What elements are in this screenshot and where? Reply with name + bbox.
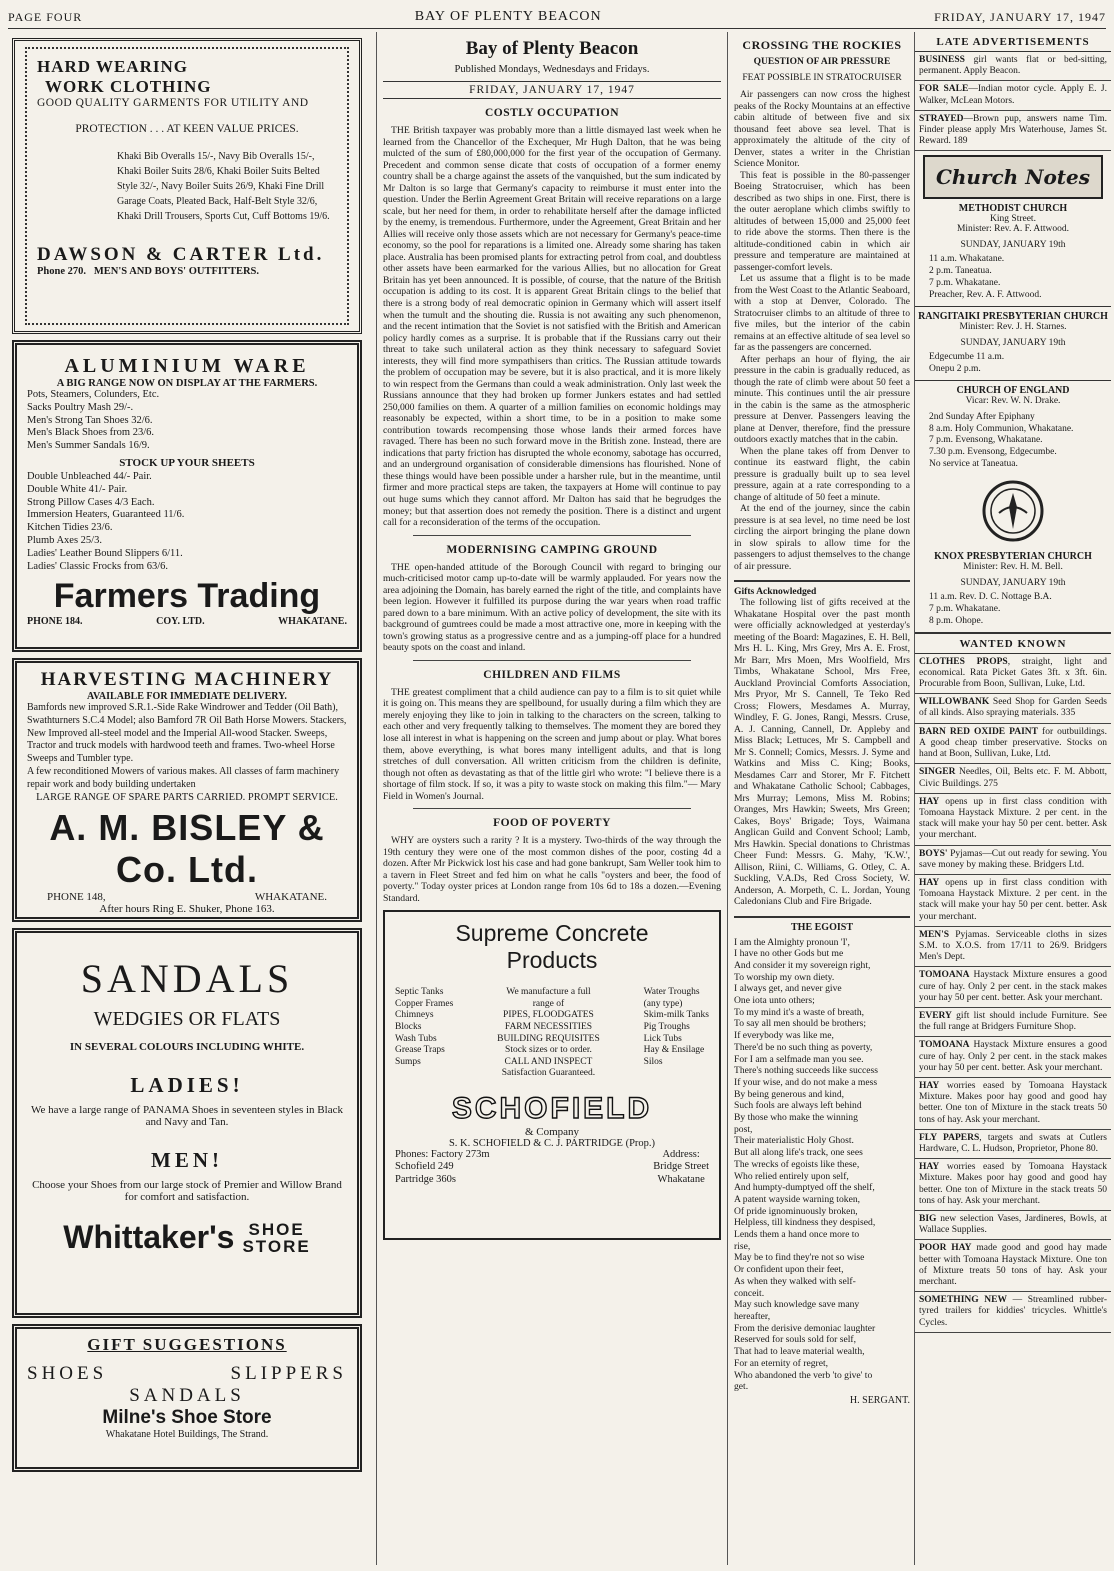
classified-keyword: WILLOWBANK <box>919 697 990 708</box>
late-ads-heading: LATE ADVERTISEMENTS <box>915 32 1111 52</box>
classified-ad <box>915 1240 1111 1292</box>
product-item: FARM NECESSITIES <box>504 1021 593 1032</box>
presbyterian-emblem-icon <box>981 479 1045 543</box>
poem-line: May such knowledge save many <box>734 1299 860 1311</box>
product-item: Satisfaction Guaranteed. <box>501 1068 596 1079</box>
poem-line: There'd be no such thing as poverty, <box>734 1041 873 1053</box>
ad-item: Double White 41/- Pair. <box>27 483 128 495</box>
product-item: Chimneys <box>395 1010 434 1021</box>
ad-item: Ladies' Classic Frocks from 63/6. <box>27 560 168 572</box>
poem-line: conceit. <box>734 1287 765 1299</box>
dawson-carter-ad <box>12 38 362 334</box>
poem-line: There's nothing succeeds like success <box>734 1065 878 1077</box>
poem-line: get. <box>734 1381 749 1393</box>
classified-keyword: BUSINESS <box>919 55 965 65</box>
service-item: Edgecumbe 11 a.m. <box>929 351 1005 362</box>
firm-phone: Phone 270. <box>37 266 87 277</box>
classified-text: , targets and swats at Cutlers Hardware, C. L. Hudson, Proprietor, Phone 80. <box>919 1132 1107 1154</box>
classified-keyword: HAY <box>919 1080 940 1091</box>
article-paragraph: Let us assume that a flight is to be made from the West Coast to the Atlantic Seaboard, with a stop at Denver, Colorado. The Stratocruiser climbs to an altitude of three to five miles, but the interior of the cabin remains at an effective altitude of sea level so far as the passengers are concerned. <box>734 273 910 353</box>
classified-text: girl wants flat or bed-sitting, permanent. Apply Beacon. <box>919 55 1107 77</box>
church-name: RANGITAIKI PRESBYTERIAN CHURCH <box>918 310 1108 322</box>
ad-subhead-2: PROTECTION . . . AT KEEN VALUE PRICES. <box>75 123 299 135</box>
classified-keyword: HAY <box>919 796 940 807</box>
ad-headline-2: Products <box>506 946 598 973</box>
classified-keyword: HAY <box>919 1162 940 1173</box>
ad-headline: ALUMINIUM WARE <box>64 355 310 377</box>
service-item: 2nd Sunday After Epiphany <box>929 411 1035 422</box>
wanted-heading: WANTED KNOWN <box>915 632 1111 654</box>
article-headline: FOOD OF POVERTY <box>493 817 611 830</box>
church-vicar: Vicar: Rev. W. N. Drake. <box>965 395 1061 406</box>
classified-keyword: CLOTHES PROPS <box>919 656 1008 667</box>
poem-line: But all along life's track, one sees <box>734 1147 863 1159</box>
church-emblem <box>915 479 1111 543</box>
classified-keyword: BOYS' <box>919 848 948 859</box>
service-item: 7.30 p.m. Evensong, Edgecumbe. <box>929 447 1057 458</box>
classified-ad <box>915 81 1111 110</box>
address-line: Whakatane <box>657 1174 705 1186</box>
article-body: WHY are oysters such a rarity ? It is a mystery. Two-thirds of the way through the 19th century they were one of the most common dishes of the poor, costing 4d a dozen. After Mr Pickwick lost his case and had gone bankrupt, Sam Weller took him to a tavern in Fleet Street and fed him on what he calls "oysters and beer, the food of poverty." Today oyster prices at London range from 10s 6d to 18s a dozen.—Evening Standard. <box>383 835 721 904</box>
firm-name: A. M. BISLEY & Co. Ltd. <box>49 806 325 890</box>
ad-headline: HARD WEARING <box>37 57 189 76</box>
article-body: THE greatest compliment that a child audience can pay to a film is to sit quiet while it is going on. This means they are spellbound, for usually during a film which they are merely enjoying they like to join in talking to the characters on the screen, talking to each other and very frequently talking to themselves. The moment they are bored they lose all interest in what is happening on the screen and jump about or play. What bores them, above everything, is what bores many intelligent adults, and that is long stretches of dull conversation. All written criticism from the children is definite, though not often as devastating as that of the little girl who wrote: "I believe there is a shortage of film stock. If so, it was a pity to waste stock on making this film."— Mary Field in Women's Journal. <box>383 686 721 802</box>
classified-ad <box>915 1211 1111 1240</box>
firm-name: SCHOFIELD <box>451 1091 653 1125</box>
church-date: SUNDAY, JANUARY 19th <box>960 337 1066 348</box>
ad-item: Men's Black Shoes from 23/6. <box>27 427 155 439</box>
ad-headline: Supreme Concrete <box>455 920 649 947</box>
article-paragraph: Air passengers can now cross the highest peaks of the Rocky Mountains at an effective cabin altitude of between five and six thousand feet above sea level. That is approximately the altitude of the city of Denver, states a writer in the Christian Science Monitor. <box>734 89 910 169</box>
masthead <box>8 6 1106 29</box>
firm-coy: COY. LTD. <box>156 616 205 628</box>
classified-ad <box>915 927 1111 968</box>
church-street: King Street. <box>990 214 1036 225</box>
classified-ad <box>915 111 1111 152</box>
classified-keyword: SINGER <box>919 767 956 778</box>
firm-phones <box>395 1149 490 1187</box>
ad-subhead: WEDGIES OR FLATS <box>93 1008 281 1030</box>
classified-text: new selection Vases, Jardineres, Bowls, at Wallace Supplies. <box>919 1214 1107 1236</box>
classified-ad <box>915 52 1111 81</box>
classified-ad <box>915 1008 1111 1037</box>
poem-line: One iota unto others; <box>734 995 815 1007</box>
editorial-column <box>376 32 728 1565</box>
church-minister: Minister: Rev. J. H. Starnes. <box>959 321 1067 332</box>
product-item: We manufacture a full <box>506 987 591 998</box>
article-paragraph: After perhaps an hour of flying, the air pressure in the cabin is gradually reduced, as though the rate of climb were about 50 feet a minute. This continues until the air pressure in the cabin is the same as the atmospheric pressure at Denver. Passengers leaving the plane at Denver, therefore, find the pressure outdoors exactly matches that in the cabin. <box>734 353 910 445</box>
church-minister: Minister: Rev. A. F. Attwood. <box>956 224 1070 235</box>
product-item: Hay & Ensilage <box>643 1045 705 1056</box>
ladies-heading: LADIES! <box>130 1073 244 1097</box>
service-item: 7 p.m. Whakatane. <box>929 278 1001 289</box>
poem-line: hereafter, <box>734 1311 771 1322</box>
church-notes-banner: Church Notes <box>923 155 1103 199</box>
poem-line: Who relied entirely upon self, <box>734 1170 849 1182</box>
schofield-ad <box>383 910 721 1240</box>
phone-line: Phones: Factory 273m <box>395 1148 490 1160</box>
poem-line: To say all men should be brothers; <box>734 1018 867 1030</box>
product-item: Stock sizes or to order. <box>505 1045 592 1056</box>
service-item: 8 p.m. Ohope. <box>929 615 984 626</box>
classified-keyword: STRAYED <box>919 113 964 124</box>
classified-keyword: EVERY <box>919 1010 952 1021</box>
editorial-date: FRIDAY, JANUARY 17, 1947 <box>383 81 721 99</box>
divider <box>734 916 910 918</box>
men-heading: MEN! <box>151 1148 223 1172</box>
article-paragraph: When the plane takes off from Denver to continue its eastward flight, the cabin pressure is gradually built up to sea level pressure, again at a rate corresponding to a change of altitude of 50 feet a minute. <box>734 445 910 503</box>
poem-line: I always get, and never give <box>734 983 842 995</box>
product-item: BUILDING REQUISITES <box>497 1033 600 1044</box>
shoe-word: SHOE <box>248 1219 305 1239</box>
article-body: THE British taxpayer was probably more than a little dismayed last week when he learned from the Chancellor of the Exchequer, Mr Hugh Dalton, that he was being mulcted of the sum of £80,000,000 for the first year of the occupation of Germany. Precedent and common sense dicate that costs of occupation of a former enemy country shall be a charge against the assets of the vanquished, but the sum indicated by Mr Dalton is so large that Germany's capacity to reimburse it must enter into the question. Under the Berlin Agreement Great Britain will receive reparations on a large scale, but her need for them, in order to rehabilitate herself after the damage inflicted by the enemy, is tremendous. Furthermore, under the Agreement, Great Britain and her Allies will receive only those assets which are not necessary for Germany's peace-time economy, so the pool for reparations is a limited one. Already some sharing has taken place. Australia has been promised plants for extracting petrol from coal, and doubtless other assets have been earmarked for the various Allies, but no allocation for Great Britain has yet been announced. It is possible, of course, that the nature of the British occupation is adding to its cost. It is apparent Great Britain clings to the belief that there is a strong body of real democratic opinion in Germany which will assert itself when the tumult and the shouting die. Russia is not awaiting any such phenomenon, and the recent intimation that the Soviet is not satisfied with the British and American policy hardly comes as a surprise. It is probable that if the Russians carry out their threat to take such unilateral action as they think necessary to safeguard Soviet interests, they will find more sympathisers than critics. The Russian attitude towards the problem of occupation may be severe, but it is also practical, and it is more likely to win respect from the Germans than could a weak administration. Only last week the Russians announce that they had broken up former Junkers estates and had settled 250,000 families on them. A quarter of a million families on economic holdings may reasonably be expected, within a short time, to be in a position to make some contribution towards recompensing those whose lands their armed forces have ravaged. There has been no such forward move in the British zone. Instead, there are indications that party friction has disrupted the whole economy, sabotage has occurred, and an underground organisation of considerable dimensions has flourished. None of these things would have been possible under a harsher rule, but in the meantime, until firmer and more practical steps are taken, the taxpayers at Home will continue to pay out huge sums which they cannot afford. Mr Dalton has said that he begrudges the money; but that assertion does not remedy the position. There is a distinct and urgent call for a reconsideration of the terms of the occupation. <box>383 125 721 529</box>
classified-keyword: MEN'S <box>919 929 950 940</box>
poem-line: That had to leave material wealth, <box>734 1346 865 1358</box>
classified-keyword: HAY <box>919 877 940 888</box>
product-item: Skim-milk Tanks <box>643 1010 709 1021</box>
divider <box>413 808 691 809</box>
after-hours: After hours Ring E. Shuker, Phone 163. <box>99 902 275 915</box>
classified-ad <box>915 724 1111 765</box>
ad-body: Bamfords new improved S.R.1.-Side Rake Windrower and Tedder (Oil Bath), Swathturners S.C.4 Model; also Bamford 7R Oil Bath Horse Mowers. Stackers, New Improved all-steel model and the Imperial All-wood Stacker. Sweeps, Tractor and truck models with hardwood teeth and frames. Two-wheel Horse Sweeps and Tumbler type. <box>27 702 347 765</box>
poem-line: I am the Almighty pronoun 'I', <box>734 936 850 948</box>
classifieds-column <box>914 32 1111 1565</box>
classified-keyword: TOMOANA <box>919 1040 970 1051</box>
poem-line: Lends them a hand once more to <box>734 1229 860 1241</box>
church-name: METHODIST CHURCH <box>958 203 1068 215</box>
service-item: 8 a.m. Holy Communion, Whakatane. <box>929 423 1074 434</box>
service-item: 11 a.m. Whakatane. <box>929 254 1005 265</box>
poem-line: And consider it my sovereign right, <box>734 959 871 971</box>
ad-subhead: AVAILABLE FOR IMMEDIATE DELIVERY. <box>87 691 287 702</box>
classified-text: made good and good hay made better with Tomoana Haystack Mixture. One ton of Mixture treats 50 tons of hay. Ask your merchant. <box>919 1243 1108 1288</box>
product-item: CALL AND INSPECT <box>504 1056 593 1067</box>
firm-address: Whakatane Hotel Buildings, The Strand. <box>105 1429 269 1440</box>
product-item: Water Troughs <box>643 987 700 998</box>
product-item: Grease Traps <box>395 1045 445 1056</box>
poem-line: post, <box>734 1123 753 1135</box>
classified-ad <box>915 1130 1111 1159</box>
article-paragraph: At the end of the journey, since the cabin pressure is at sea level, no time need be lost circling the airport bringing the plane down in slow spirals to allow time for the passengers to adjust themselves to the change of air pressure. <box>734 503 910 572</box>
classified-ad <box>915 846 1111 875</box>
classified-text: for outbuildings. A good cheap timber preservative. Stocks on hand at Boon, Sullivan, Luke, Ltd. <box>919 726 1107 760</box>
poem-line: And humpty-dumptyed off the shelf, <box>734 1182 875 1194</box>
firm-company: & Company <box>524 1125 580 1138</box>
classified-ad <box>915 967 1111 1008</box>
classified-text: opens up in first class condition with Tomoana Haystack Mixture. 2 per cent. in the stack will make your hay 50 per cent. better. Ask your merchant. <box>919 877 1107 922</box>
ad-item: Double Unbleached 44/- Pair. <box>27 470 152 482</box>
ad-headline: SANDALS <box>80 956 294 1001</box>
shoes-word: SHOES <box>27 1363 108 1384</box>
poem-line: For I am a selfmade man you see. <box>734 1053 864 1065</box>
classified-keyword: BIG <box>919 1214 937 1224</box>
slippers-word: SLIPPERS <box>230 1363 347 1384</box>
service-list <box>915 254 1111 302</box>
late-ads-list <box>915 52 1111 151</box>
firm-town: WHAKATANE. <box>278 616 347 628</box>
firm-tagline: MEN'S AND BOYS' OUTFITTERS. <box>93 266 260 277</box>
ad-colours: IN SEVERAL COLOURS INCLUDING WHITE. <box>69 1041 305 1053</box>
farmers-trading-ad <box>12 340 362 652</box>
product-item: Pig Troughs <box>643 1021 690 1032</box>
classified-ad <box>915 694 1111 723</box>
firm-name: Whittaker's <box>63 1219 235 1255</box>
article-headline: MODERNISING CAMPING GROUND <box>446 543 658 556</box>
article-body: THE open-handed attitude of the Borough Council with regard to bringing our much-criticised motor camp up-to-date will be warmly applauded. For years now the area adjoining the Domain, has barely earned the right of the title, and complaints have been legion. However it fulfilled its purpose during the war years when road traffic pared down to a bare minimum. With an active policy of development, the site with its background of gumtrees could be made a most attractive one, more in keeping with the town's growing status as a progressive centre and as a jumping-off place for a hundred beauty spots on the coast and inland. <box>383 561 721 654</box>
ad-item: Pots, Steamers, Colunders, Etc. <box>27 389 160 400</box>
poem-line: Of pride ignominuously broken, <box>734 1205 858 1217</box>
product-item: Silos <box>643 1056 663 1067</box>
classified-ad <box>915 1159 1111 1211</box>
classified-text: —Brown pup, answers name Tim. Finder please apply Mrs Waterhouse, James St. Reward. 189 <box>919 113 1107 147</box>
service-list <box>915 412 1111 471</box>
divider <box>915 306 1111 307</box>
poem-line: May be to find they're not so wise <box>734 1252 865 1264</box>
article-subhead-2: FEAT POSSIBLE IN STRATOCRUISER <box>742 73 902 83</box>
classified-ad <box>915 1292 1111 1333</box>
service-item: No service at Taneatua. <box>929 459 1018 470</box>
firm-name: Milne's Shoe Store <box>102 1407 272 1428</box>
divider <box>915 380 1111 381</box>
classified-text: Haystack Mixture ensures a good cure of hay. Only 2 per cent. in the stack makes your hay 50 per cent. better. Ask your merchant. <box>919 970 1107 1003</box>
phone-line: Partridge 360s <box>395 1174 456 1186</box>
masthead-title: BAY OF PLENTY BEACON <box>414 9 602 24</box>
poem-title: THE EGOIST <box>791 921 853 933</box>
publication-note: Published Mondays, Wednesdays and Fridays. <box>454 64 650 75</box>
address-line: Bridge Street <box>653 1161 709 1173</box>
product-item: PIPES, FLOODGATES <box>503 1010 594 1021</box>
article-subhead: QUESTION OF AIR PRESSURE <box>753 57 891 67</box>
service-item: 2 p.m. Taneatua. <box>929 266 992 277</box>
ad-headline: GIFT SUGGESTIONS <box>87 1335 287 1354</box>
classified-text: Pyjamas. Serviceable cloths in sizes S.M. to X.O.S. from 17/11 to 26/9. Bridgers Men's Dept. <box>919 929 1107 963</box>
divider <box>413 535 691 536</box>
ad-items: Khaki Bib Overalls 15/-, Navy Bib Overalls 15/-, Khaki Boiler Suits 28/6, Khaki Boiler Suits Belted Style 32/-, Navy Boiler Suits 26/9, Khaki Fine Drill Garage Coats, Pleated Back, Half-Belt Style 32/6, Khaki Drill Trousers, Sports Cut, Cuff Bottoms 19/6. <box>117 151 330 222</box>
product-list-left <box>395 987 453 1080</box>
article-headline: COSTLY OCCUPATION <box>484 107 620 119</box>
product-item: range of <box>532 998 565 1009</box>
product-item: Copper Frames <box>395 998 454 1009</box>
firm-name: DAWSON & CARTER Ltd. <box>37 244 325 265</box>
milne-ad <box>12 1324 362 1472</box>
classified-text: worries eased by Tomoana Haystack Mixture. Makes poor hay good and good hay better. One ton of Mixture in the stack treats 50 tons of hay. Ask your merchant. <box>919 1080 1107 1125</box>
phone-line: Schofield 249 <box>395 1161 454 1173</box>
masthead-date: FRIDAY, JANUARY 17, 1947 <box>934 9 1106 24</box>
poem-line: From the derisive demoniac laughter <box>734 1322 876 1334</box>
news-column <box>734 32 910 1565</box>
article-headline: CROSSING THE ROCKIES <box>742 38 902 52</box>
ad-item: Strong Pillow Cases 4/3 Each. <box>27 496 155 508</box>
ad-item: Ladies' Leather Bound Slippers 6/11. <box>27 547 183 559</box>
firm-name: Farmers Trading <box>53 577 321 616</box>
classified-text: Haystack Mixture ensures a good cure of hay. Only 2 per cent. in the stack makes your hay 50 per cent. better. Ask your merchant. <box>919 1040 1107 1073</box>
bisley-ad <box>12 658 362 922</box>
classified-keyword: TOMOANA <box>919 970 970 981</box>
firm-phone: PHONE 184. <box>27 616 83 628</box>
page-number: PAGE FOUR <box>8 9 83 24</box>
product-item: (any type) <box>643 998 683 1009</box>
product-item: Blocks <box>395 1021 422 1032</box>
product-item: Sumps <box>395 1056 421 1067</box>
classified-ad <box>915 654 1111 695</box>
product-item: Lick Tubs <box>643 1033 682 1044</box>
poem-line: A patent wayside warning token, <box>734 1193 861 1205</box>
poem-line: By being generous and kind, <box>734 1088 845 1100</box>
classified-keyword: BARN RED OXIDE PAINT <box>919 726 1039 737</box>
service-list <box>915 352 1111 376</box>
divider <box>734 580 910 582</box>
service-item: 7 p.m. Evensong, Whakatane. <box>929 435 1043 446</box>
poem-line: Who abandoned the verb 'to give' to <box>734 1369 873 1381</box>
classified-ad <box>915 1037 1111 1078</box>
classified-ad <box>915 794 1111 846</box>
classified-ad <box>915 875 1111 927</box>
article-paragraph: This feat is possible in the 80-passenger Boeing Stratocruiser, which has been described as two ships in one. First, there is the outer aeroplane which climbs swiftly to altitudes of between 15,000 and 25,000 feet to ride above the storms. Then there is the altitude-conditioned cabin in which air pressure and temperature are maintained at passenger-comfort levels. <box>734 169 910 273</box>
poem-line: If everybody was like me, <box>734 1030 834 1042</box>
classified-ad <box>915 764 1111 793</box>
classified-text: Needles, Oil, Belts etc. F. M. Abbott, Civic Buildings. 275 <box>919 767 1107 789</box>
whittaker-ad <box>12 928 362 1318</box>
service-item: 7 p.m. Whakatane. <box>929 603 1001 614</box>
poem-line: Helpless, till kindness they despised, <box>734 1217 876 1229</box>
ad-item: Kitchen Tidies 23/6. <box>27 522 113 534</box>
poem-line: To worship my own diety. <box>734 971 835 983</box>
ad-item: Men's Summer Sandals 16/9. <box>27 440 150 452</box>
poem-line: Such fools are always left behind <box>734 1100 862 1112</box>
ad-headline: HARVESTING MACHINERY <box>40 669 334 690</box>
classified-keyword: POOR HAY <box>919 1243 972 1254</box>
classified-text: Pyjamas—Cut out ready for sewing. You save money by making these. Bridgers Ltd. <box>919 848 1107 870</box>
service-item: Onepu 2 p.m. <box>929 363 981 374</box>
ad-subhead: A BIG RANGE NOW ON DISPLAY AT THE FARMERS. <box>56 378 318 389</box>
gifts-body: The following list of gifts received at the Whakatane Hospital over the past month were officially acknowledged at yesterday's meeting of the Board: Magazines, E. H. Bell, Mrs H. L. King, Mrs Grey, Mrs A. E. Frost, Mr Barr, Mrs Moen, Mrs Woolfield, Mrs Timbs, Whakatane School, Mrs Free, Auckland Provincial Comforts Association, Mrs Pryor, Mr S. Cannell, Te Teko Red Cross; Flowers, Mesdames A. Murray, Windley, F. G. Jones, Rangi, Messrs. Cruse, A. J. Canning, Cannell, Dr. Appleby and Miss Black; Lettuces, Mr S. Campbell and Mr S. Connell; Comics, Messrs. J. Syme and Watkins and Miss C. King; Books, Mesdames Carr and Storer, Mr F. Fitchett and Whakatane Catholic School; Cabbages, Mrs Murray; Lemons, Miss M. Robins; Oranges, Mrs Hawkin; Sweets, Mrs Green; Cakes, Boys' Brigade; Toys, Waimana Anglican Guild and Convent School; Lamb, Mrs Hawkin. Special donations to Christmas Cheer Fund: Messrs. G. Mahy, 'K.W.', Allison, Riini, C. Williams, G. Otley, C. A. Suckling, V.A.Ds, Red Cross Society, W. Anderson, A. Morpeth, C. L. Jordan, Young Caledonians Club and Fire Brigade. <box>734 597 910 907</box>
ad-item: Plumb Axes 25/3. <box>27 534 102 546</box>
sandals-word: SANDALS <box>129 1385 245 1406</box>
ad-item-list <box>27 389 347 453</box>
firm-address <box>653 1149 709 1187</box>
ad-spare-parts: LARGE RANGE OF SPARE PARTS CARRIED. PROMPT SERVICE. <box>36 791 338 803</box>
ladies-text: We have a large range of PANAMA Shoes in seventeen styles in Black and Navy and Tan. <box>31 1104 343 1128</box>
poem-line: Reserved for souls sold for self, <box>734 1334 857 1346</box>
ad-item-list-2 <box>27 471 347 573</box>
ads-column <box>8 32 366 1565</box>
classified-text: , straight, light and economical. Rata Picket Gates 3ft. x 3ft. 6in. Procurable from Boon, Sullivan, Luke, Ltd. <box>919 656 1107 690</box>
poem-author: H. SERGANT. <box>849 1394 910 1406</box>
poem-line: Their materialistic Holy Ghost. <box>734 1135 854 1147</box>
poem-line: As when they walked with self- <box>734 1275 856 1287</box>
classified-text: worries eased by Tomoana Haystack Mixture. Makes poor hay good and good hay better. One ton of Mixture in the stack treats 50 tons of hay. Ask your merchant. <box>919 1162 1107 1206</box>
service-item: 11 a.m. Rev. D. C. Nottage B.A. <box>929 592 1052 603</box>
classified-text: gift list should include Furniture. See the full range at Bridgers Furniture Shop. <box>919 1010 1107 1033</box>
firm-town: WHAKATANE. <box>254 890 327 903</box>
classified-text: —Indian motor cycle. Apply E. J. Walker, McLean Motors. <box>919 84 1108 106</box>
church-name: CHURCH OF ENGLAND <box>956 384 1070 396</box>
product-item: Septic Tanks <box>395 987 444 998</box>
divider <box>413 660 691 661</box>
service-list <box>915 592 1111 628</box>
classified-ad <box>915 1078 1111 1130</box>
classified-keyword: FLY PAPERS <box>919 1132 980 1143</box>
poem-line: I have no other Gods but me <box>734 948 844 960</box>
classified-text: — Streamlined rubber-tyred trailers for kiddies' tricycles. Whittle's Cycles. <box>919 1295 1107 1328</box>
ad-item: Sacks Poultry Mash 29/-. <box>27 401 134 413</box>
poem-line: rise, <box>734 1240 751 1252</box>
church-date: SUNDAY, JANUARY 19th <box>960 240 1066 251</box>
ad-subhead: GOOD QUALITY GARMENTS FOR UTILITY AND <box>37 97 309 109</box>
poem-line: For an eternity of regret, <box>734 1357 829 1369</box>
ad-body-2: A few reconditioned Mowers of various makes. All classes of farm machinery repair work and body building undertaken <box>27 765 340 790</box>
product-list-right <box>644 987 709 1080</box>
firm-phone: PHONE 148, <box>47 890 106 903</box>
men-text: Choose your Shoes from our large stock of Premier and Willow Brand for comfort and satisfaction. <box>32 1179 342 1203</box>
church-name: KNOX PRESBYTERIAN CHURCH <box>934 551 1092 563</box>
poem <box>734 937 910 1393</box>
ad-item: Men's Strong Tan Shoes 32/6. <box>27 414 153 426</box>
poem-line: Or confident upon their feet, <box>734 1264 844 1276</box>
ad-headline-2: WORK CLOTHING <box>45 77 212 96</box>
classified-text: Seed Shop for Garden Seeds of all kinds. Also spraying materials. 335 <box>919 697 1107 719</box>
poem-line: To my mind it's a waste of breath, <box>734 1006 865 1018</box>
classified-keyword: FOR SALE <box>919 84 969 95</box>
church-date: SUNDAY, JANUARY 19th <box>960 578 1066 589</box>
classified-keyword: SOMETHING NEW <box>919 1295 1007 1306</box>
church-minister: Minister: Rev. H. M. Bell. <box>963 562 1063 573</box>
gifts-headline: Gifts Acknowledged <box>734 586 817 597</box>
article-headline: CHILDREN AND FILMS <box>483 668 621 681</box>
ad-section-heading: STOCK UP YOUR SHEETS <box>119 456 255 469</box>
firm-proprietors: S. K. SCHOFIELD & C. J. PARTRIDGE (Prop.) <box>448 1137 656 1149</box>
ad-item: Immersion Heaters, Guaranteed 11/6. <box>27 509 185 521</box>
poem-line: If your wise, and do not make a mess <box>734 1076 878 1088</box>
poem-line: The wrecks of egoists like these, <box>734 1158 860 1170</box>
poem-line: By those who make the winning <box>734 1112 858 1124</box>
classified-text: opens up in first class condition with Tomoana Haystack Mixture. 2 per cent. in the stack will make your hay 50 per cent. better. Ask your merchant. <box>919 796 1107 841</box>
wanted-list <box>915 654 1111 1333</box>
product-list-middle <box>497 987 600 1080</box>
address-line: Address: <box>662 1148 700 1160</box>
store-word: STORE <box>242 1236 311 1256</box>
paper-title: Bay of Plenty Beacon <box>465 38 639 59</box>
service-item: Preacher, Rev. A. F. Attwood. <box>929 290 1042 301</box>
product-item: Wash Tubs <box>395 1033 437 1044</box>
